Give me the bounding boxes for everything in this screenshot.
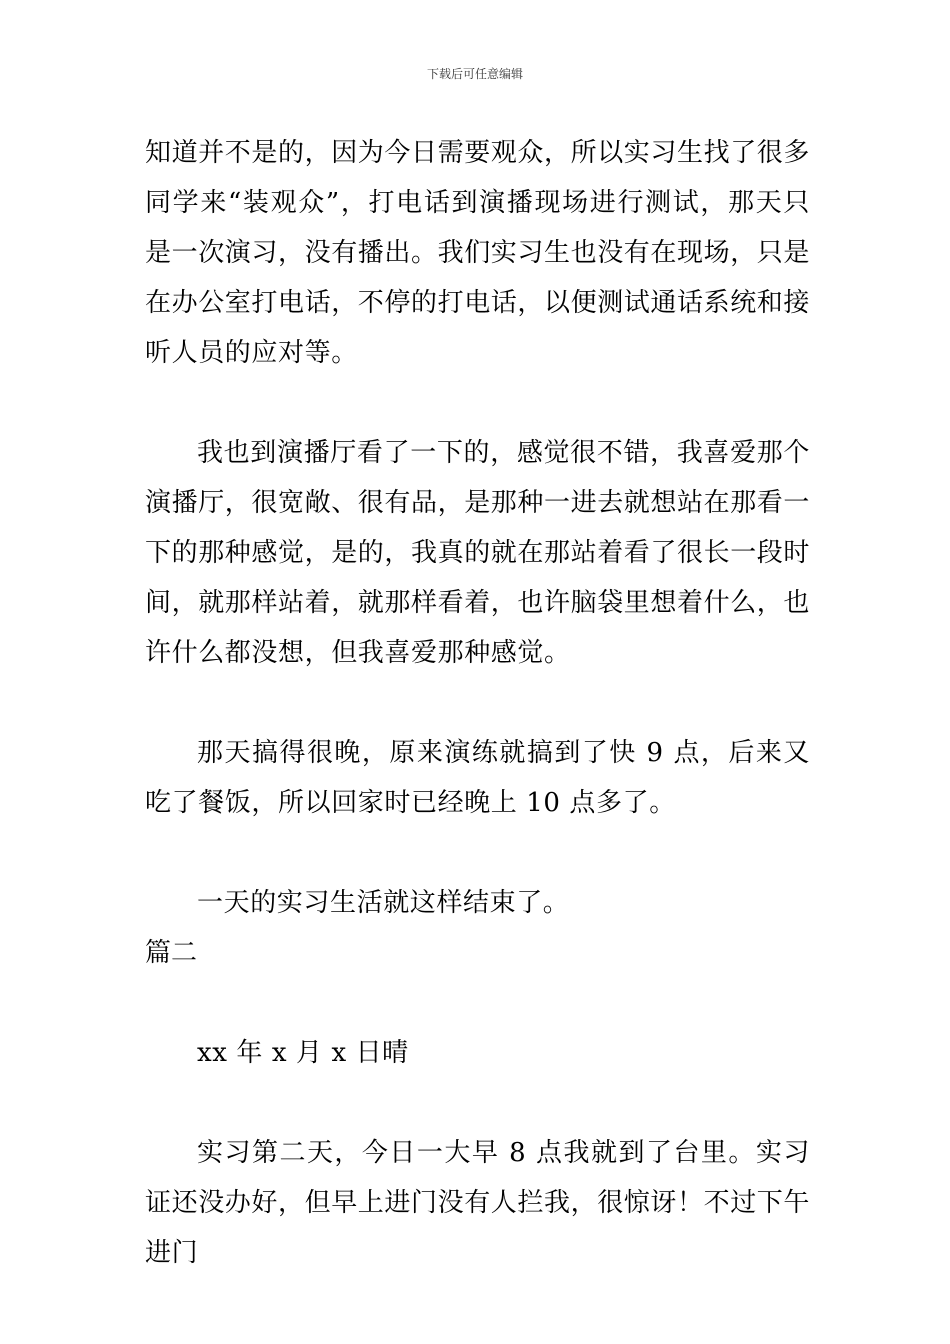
document-body — [145, 128, 810, 1278]
paragraph-spacer — [145, 828, 810, 878]
page-header: 下载后可任意编辑 — [426, 67, 523, 81]
paragraph-2: 我也到演播厅看了一下的，感觉很不错，我喜爱那个演播厅，很宽敞、很有品，是那种一进去就想站在那看一下的那种感觉，是的，我真的就在那站着看了很长一段时间，就那样站着，就那样看着，也许脑袋里想着什么，也许什么都没想，但我喜爱那种感觉。 — [145, 438, 811, 668]
paragraph-spacer — [145, 378, 810, 428]
paragraph-1: 知道并不是的，因为今日需要观众，所以实习生找了很多同学来“装观众”，打电话到演播现场进行测试，那天只是一次演习，没有播出。我们实习生也没有在现场，只是在办公室打电话，不停的打电话，以便测试通话系统和接听人员的应对等。 — [145, 138, 811, 368]
section-heading: 篇二 — [145, 938, 198, 968]
paragraph-spacer — [145, 678, 810, 728]
paragraph-4: 一天的实习生活就这样结束了。 — [197, 888, 570, 918]
date-line: xx 年 x 月 x 日晴 — [197, 1038, 409, 1068]
paragraph-3: 那天搞得很晚，原来演练就搞到了快 9 点，后来又吃了餐饭，所以回家时已经晚上 10 点多了。 — [145, 738, 810, 818]
paragraph-spacer — [145, 1078, 810, 1128]
paragraph-spacer — [145, 978, 810, 1028]
paragraph-5: 实习第二天，今日一大早 8 点我就到了台里。实习证还没办好，但早上进门没有人拦我，很惊讶！不过下午进门 — [145, 1138, 811, 1268]
